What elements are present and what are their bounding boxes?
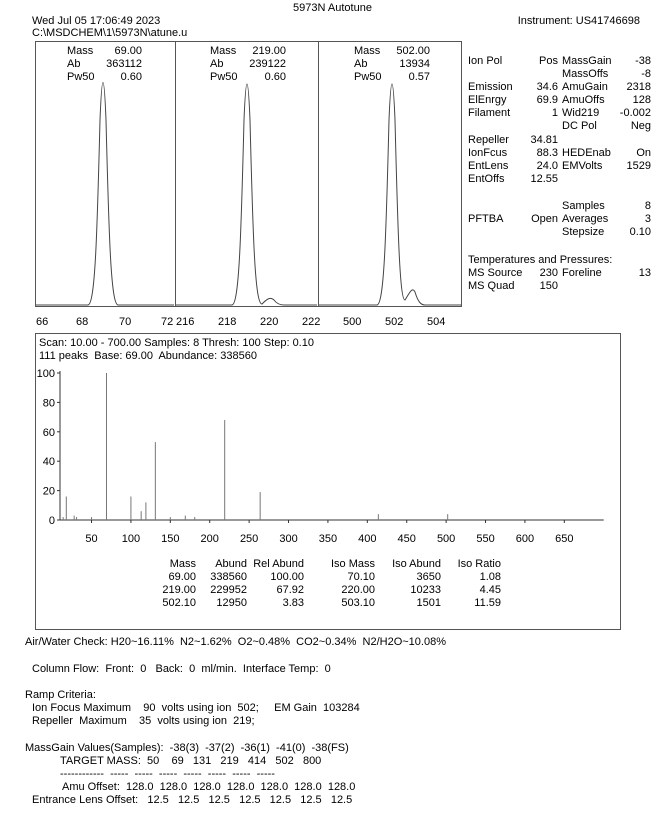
param-value: -0.002	[619, 107, 651, 119]
param-value: 0.10	[629, 226, 651, 238]
table-cell: 100.00	[270, 571, 304, 583]
ramp-repeller: Repeller Maximum 35 volts using ion 219;	[32, 715, 255, 727]
entrance-lens-offset: Entrance Lens Offset: 12.5 12.5 12.5 12.5 12.5 12.5 12.5	[32, 794, 353, 806]
table-cell: 338560	[210, 571, 247, 583]
peak1-ab-value: 363112	[106, 58, 142, 70]
param-label: IonFcus	[468, 147, 508, 159]
scan-peaks-info: 111 peaks Base: 69.00 Abundance: 338560	[39, 350, 257, 362]
param-value: 12.55	[530, 173, 558, 185]
peak3-ab-label: Ab	[354, 58, 368, 70]
table-cell: 229952	[210, 584, 247, 596]
table-cell: 4.45	[479, 584, 501, 596]
ramp-ion-focus: Ion Focus Maximum 90 volts using ion 502; EM Gain 103284	[32, 702, 360, 714]
param-value: 34.6	[536, 81, 558, 93]
param-value: 69.9	[536, 94, 558, 106]
report-datetime: Wed Jul 05 17:06:49 2023	[32, 15, 161, 27]
peak3-mass-value: 502.00	[396, 45, 430, 57]
x-tick-label: 600	[515, 533, 535, 545]
param-label: MassOffs	[562, 68, 609, 80]
param-label: Samples	[562, 200, 605, 212]
x-tick-label: 100	[121, 533, 141, 545]
report-title: 5973N Autotune	[293, 2, 372, 14]
param-value: -38	[635, 55, 651, 67]
table-cell: 502.10	[162, 597, 196, 609]
y-tick-label: 100	[36, 368, 55, 380]
param-label: EntLens	[468, 160, 509, 172]
peak1-ab-label: Ab	[67, 58, 81, 70]
peak2-tick: 218	[218, 316, 237, 328]
param-label: AmuGain	[562, 81, 608, 93]
param-label: Stepsize	[562, 226, 605, 238]
table-cell: 12950	[216, 597, 247, 609]
table-cell: 219.00	[162, 584, 196, 596]
param-label: Repeller	[468, 134, 509, 146]
x-tick-label: 500	[436, 533, 456, 545]
param-label: Averages	[562, 213, 609, 225]
column-flow: Column Flow: Front: 0 Back: 0 ml/min. Interface Temp: 0	[32, 663, 331, 675]
param-label: Emission	[468, 81, 513, 93]
x-tick-label: 400	[358, 533, 377, 545]
table-cell: 67.92	[276, 584, 304, 596]
param-value: Pos	[539, 55, 558, 67]
peak3-ab-value: 13934	[399, 58, 430, 70]
peak2-ab-value: 239122	[249, 58, 286, 70]
x-tick-label: 450	[397, 533, 416, 545]
param-value: On	[636, 147, 651, 159]
scan-info: Scan: 10.00 - 700.00 Samples: 8 Thresh: 100 Step: 0.10	[39, 337, 314, 349]
temp-label: Foreline	[562, 267, 602, 279]
param-label: Filament	[468, 107, 511, 119]
table-cell: 3.83	[282, 597, 304, 609]
peak1-pw-value: 0.60	[120, 71, 142, 83]
x-tick-label: 200	[200, 533, 219, 545]
temps-title: Temperatures and Pressures:	[468, 254, 613, 266]
table-header: Abund	[215, 558, 247, 570]
param-label: HEDEnab	[562, 147, 611, 159]
param-value: 24.0	[536, 160, 558, 172]
peak2-pw-label: Pw50	[210, 71, 238, 83]
param-label: AmuOffs	[562, 94, 605, 106]
temp-label: MS Source	[468, 267, 523, 279]
amu-offset: Amu Offset: 128.0 128.0 128.0 128.0 128.0 128.0 128.0	[62, 781, 356, 793]
report-path: C:\MSDCHEM\1\5973N\atune.u	[32, 27, 188, 39]
peak1-tick: 68	[76, 316, 89, 328]
param-value: 2318	[626, 81, 651, 93]
table-header: Iso Abund	[392, 558, 441, 570]
x-tick-label: 150	[161, 533, 180, 545]
peak3-tick: 504	[427, 316, 446, 328]
ramp-title: Ramp Criteria:	[25, 689, 96, 701]
x-tick-label: 650	[555, 533, 574, 545]
param-label: DC Pol	[562, 120, 597, 132]
table-cell: 70.10	[347, 571, 375, 583]
peak2-mass-label: Mass	[210, 45, 237, 57]
table-cell: 503.10	[341, 597, 375, 609]
table-cell: 1501	[416, 597, 441, 609]
massgain-values: MassGain Values(Samples): -38(3) -37(2) -36(1) -41(0) -38(FS)	[25, 742, 349, 754]
temp-value: 230	[539, 267, 558, 279]
table-cell: 1.08	[479, 571, 501, 583]
peak1-tick: 70	[119, 316, 132, 328]
peak3-mass-label: Mass	[354, 45, 381, 57]
peak1-tick: 72	[161, 316, 174, 328]
table-cell: 220.00	[341, 584, 375, 596]
peak3-tick: 500	[343, 316, 362, 328]
param-value: -8	[641, 68, 651, 80]
param-value: Open	[531, 213, 558, 225]
peak2-tick: 222	[302, 316, 321, 328]
peak3-pw-label: Pw50	[354, 71, 382, 83]
peak1-mass-label: Mass	[67, 45, 94, 57]
param-label: EMVolts	[562, 160, 603, 172]
param-label: Wid219	[562, 107, 600, 119]
param-value: Neg	[630, 120, 651, 132]
table-header: Iso Mass	[330, 558, 375, 570]
table-cell: 10233	[410, 584, 441, 596]
x-tick-label: 550	[476, 533, 495, 545]
table-cell: 69.00	[168, 571, 196, 583]
y-tick-label: 80	[42, 397, 55, 410]
peak1-mass-value: 69.00	[114, 45, 142, 57]
peak2-pw-value: 0.60	[264, 71, 286, 83]
y-tick-label: 20	[42, 485, 55, 498]
peak1-pw-label: Pw50	[67, 71, 95, 83]
peak2-mass-value: 219.00	[252, 45, 286, 57]
temp-value: 13	[638, 267, 651, 279]
param-value: 88.3	[536, 147, 558, 159]
x-tick-label: 350	[318, 533, 338, 545]
air-water-check: Air/Water Check: H20~16.11% N2~1.62% O2~0.48% CO2~0.34% N2/H2O~10.08%	[25, 636, 446, 648]
y-tick-label: 60	[42, 426, 55, 439]
temp-value: 150	[539, 280, 558, 292]
x-tick-label: 250	[239, 533, 259, 545]
param-label: MassGain	[562, 55, 612, 67]
temp-label: MS Quad	[468, 280, 515, 292]
table-cell: 11.59	[474, 597, 501, 609]
peak3-pw-value: 0.57	[408, 71, 430, 83]
table-header: Mass	[169, 558, 196, 570]
peak2-tick: 220	[260, 316, 279, 328]
param-value: 3	[644, 213, 651, 225]
dashes: ------------ ----- ----- ----- ----- ----- ----- -----	[60, 768, 275, 780]
peak1-tick: 66	[36, 316, 49, 328]
instrument-id: Instrument: US41746698	[517, 15, 640, 27]
param-label: EntOffs	[468, 173, 505, 185]
peak3-tick: 502	[385, 316, 404, 328]
peak2-ab-label: Ab	[210, 58, 224, 70]
table-header: Rel Abund	[253, 558, 304, 570]
param-label: PFTBA	[468, 213, 504, 225]
y-tick-label: 40	[42, 456, 55, 469]
y-tick-label: 0	[48, 515, 55, 527]
param-value: 1529	[626, 160, 651, 172]
target-mass: TARGET MASS: 50 69 131 219 414 502 800	[60, 755, 322, 767]
x-tick-label: 50	[85, 533, 98, 545]
param-value: 1	[551, 107, 558, 119]
x-tick-label: 300	[279, 533, 298, 545]
param-label: ElEnrgy	[468, 94, 507, 106]
param-label: Ion Pol	[468, 55, 503, 67]
param-value: 34.81	[530, 134, 558, 146]
peak2-tick: 216	[176, 316, 195, 328]
table-cell: 3650	[416, 571, 441, 583]
param-value: 8	[644, 200, 651, 212]
param-value: 128	[632, 94, 651, 106]
table-header: Iso Ratio	[457, 558, 501, 570]
